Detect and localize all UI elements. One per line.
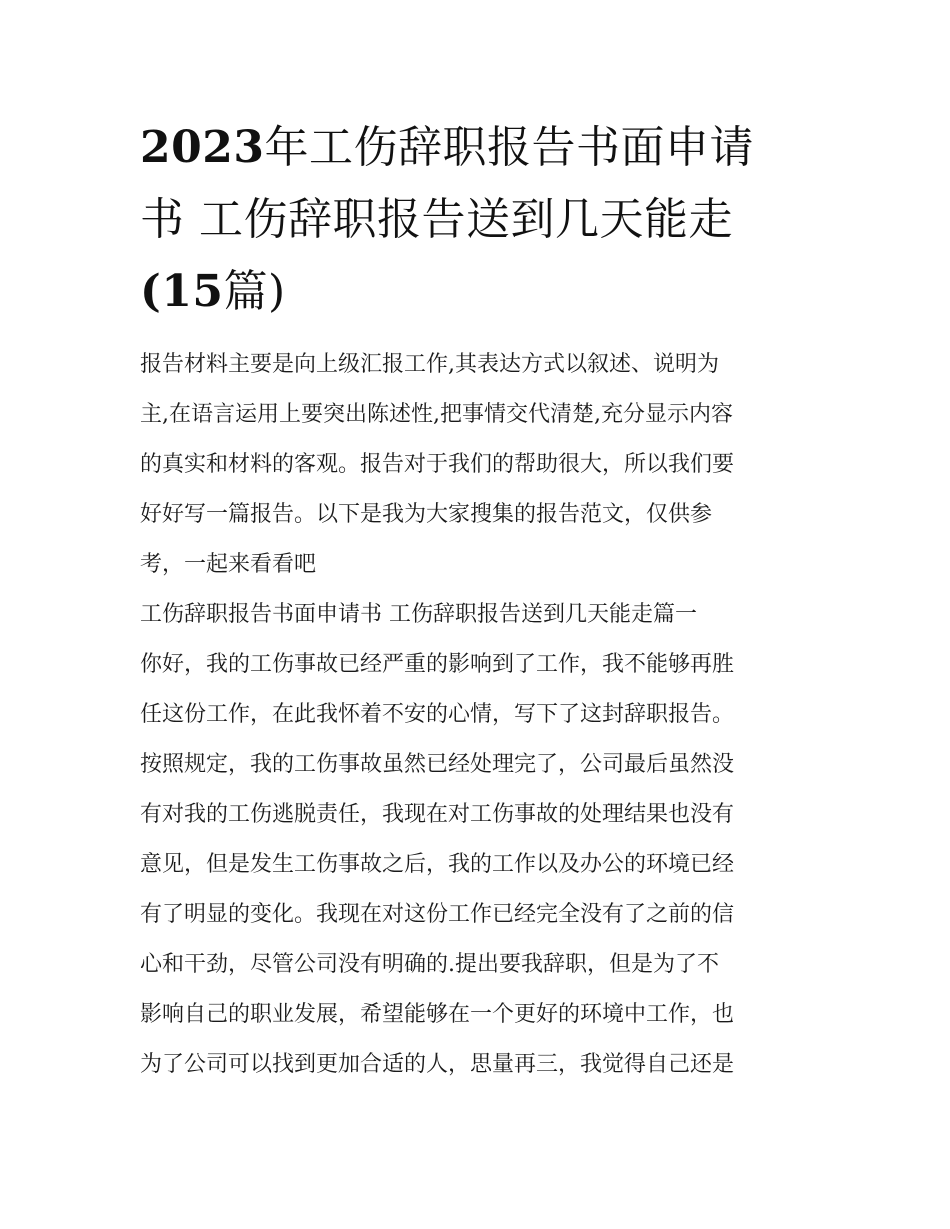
body-line: 任这份工作，在此我怀着不安的心情，写下了这封辞职报告。 — [140, 702, 735, 727]
title-line-1-text: 年工伤辞职报告书面申请 — [264, 122, 754, 173]
title-line-2-text: 书 工伤辞职报告送到几天能走 — [140, 194, 733, 245]
title-line-2 — [140, 184, 812, 256]
body-line: 有对我的工伤逃脱责任，我现在对工伤事故的处理结果也没有 — [140, 802, 735, 827]
title-line-3 — [140, 256, 812, 328]
section-heading: 工伤辞职报告书面申请书 工伤辞职报告送到几天能走篇一 — [140, 602, 697, 627]
document-body — [140, 340, 812, 1090]
body-line: 心和干劲，尽管公司没有明确的.提出要我辞职，但是为了不 — [140, 952, 719, 977]
body-line: 主,在语言运用上要突出陈述性,把事情交代清楚,充分显示内容 — [140, 402, 733, 427]
title-line-3-text: 篇) — [223, 266, 286, 317]
title-line-1 — [140, 112, 812, 184]
body-line: 为了公司可以找到更加合适的人，思量再三，我觉得自己还是 — [140, 1052, 735, 1077]
document-title — [140, 112, 812, 328]
title-count: (15 — [140, 266, 224, 317]
document-page — [140, 112, 812, 1090]
body-line: 影响自己的职业发展，希望能够在一个更好的环境中工作，也 — [140, 1002, 735, 1027]
body-line: 考，一起来看看吧 — [140, 552, 317, 577]
body-line: 意见，但是发生工伤事故之后，我的工作以及办公的环境已经 — [140, 852, 735, 877]
body-line: 按照规定，我的工伤事故虽然已经处理完了，公司最后虽然没 — [140, 752, 735, 777]
title-year: 2023 — [140, 122, 265, 173]
body-line: 有了明显的变化。我现在对这份工作已经完全没有了之前的信 — [140, 902, 735, 927]
body-line: 的真实和材料的客观。报告对于我们的帮助很大，所以我们要 — [140, 452, 735, 477]
body-line: 报告材料主要是向上级汇报工作,其表达方式以叙述、说明为 — [140, 352, 719, 377]
body-line: 你好，我的工伤事故已经严重的影响到了工作，我不能够再胜 — [140, 652, 735, 677]
body-line: 好好写一篇报告。以下是我为大家搜集的报告范文，仅供参 — [140, 502, 713, 527]
